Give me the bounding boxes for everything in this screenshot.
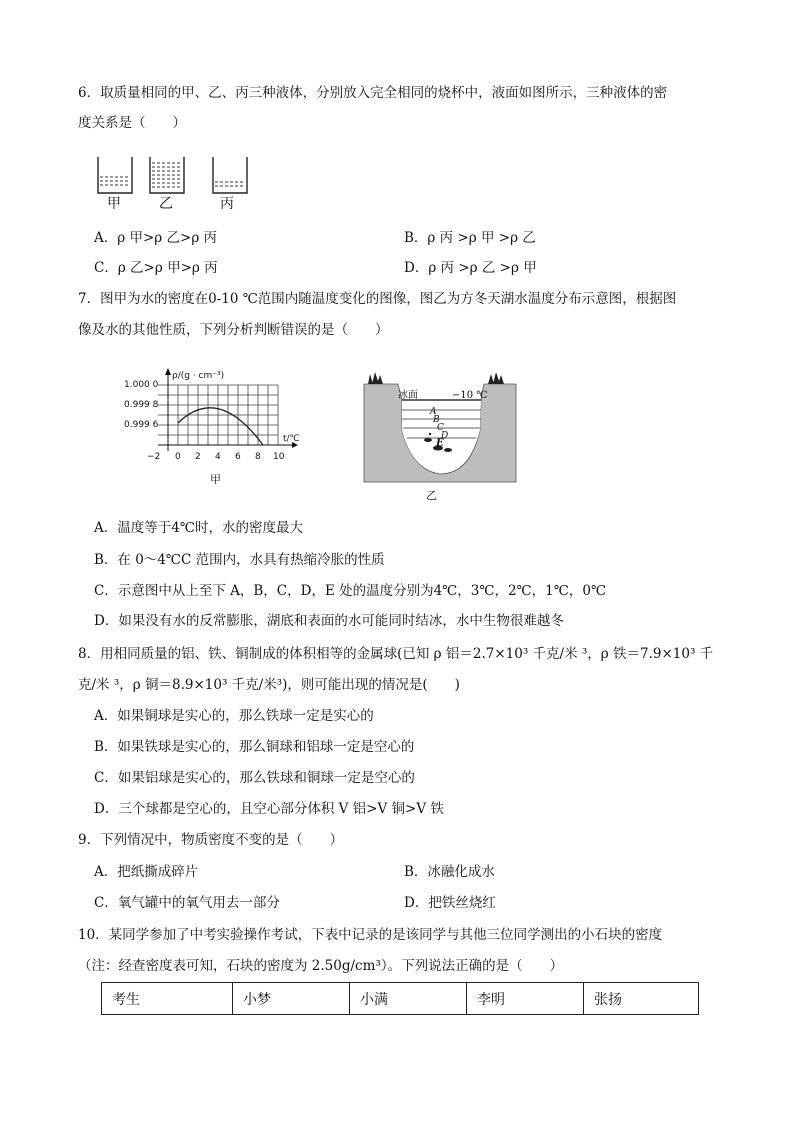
chart-xtick-6: 6 [235, 452, 241, 462]
lake-point-e: E [436, 438, 444, 449]
q7-option-c: C．示意图中从上至下 A，B，C，D，E 处的温度分别为4℃，3℃，2℃，1℃，0℃ [94, 583, 607, 599]
q9-option-b: B．冰融化成水 [404, 864, 495, 880]
chart-xlabel: t/℃ [283, 434, 300, 444]
chart-xtick-m2: −2 [147, 452, 161, 462]
chart-ytick-2: 0.999 8 [124, 400, 159, 410]
lake-point-d: D [441, 431, 449, 441]
q8-option-b: B．如果铁球是实心的，那么铜球和铝球一定是空心的 [94, 739, 415, 755]
q6-option-d: D．ρ 丙 >ρ 乙 >ρ 甲 [404, 260, 537, 276]
chart-ytick-1: 1.000 0 [124, 380, 159, 390]
chart-ytick-3: 0.999 6 [124, 420, 159, 430]
density-curve [178, 408, 263, 445]
q8-option-d: D．三个球都是空心的，且空心部分体积 V 铝>V 铜>V 铁 [94, 801, 444, 817]
q7-option-b: B．在 0～4℃C 范围内，水具有热缩冷胀的性质 [94, 552, 385, 568]
table-header-cell: 张扬 [584, 983, 699, 1015]
lake-point-a: A [430, 407, 437, 417]
q8-stem-line2: 克/米 ³，ρ 铜＝8.9×10³ 千克/米³)，则可能出现的情况是( ) [78, 677, 460, 693]
q7-stem-line2: 像及水的其他性质，下列分析判断错误的是（ ） [78, 322, 389, 338]
chart-ylabel: ρ/(g · cm⁻³) [172, 371, 225, 381]
tree-left-icon [368, 372, 383, 384]
q6-option-b: B．ρ 丙 >ρ 甲 >ρ 乙 [404, 230, 536, 246]
beaker-label-jia: 甲 [107, 196, 121, 212]
tree-right-icon [488, 372, 504, 384]
chart-caption: 甲 [210, 473, 221, 486]
table-header-cell: 李明 [467, 983, 584, 1015]
table-header-cell: 小梦 [233, 983, 350, 1015]
chart-xtick-4: 4 [215, 452, 221, 462]
beaker-bing [213, 157, 247, 193]
q8-option-c: C．如果铝球是实心的，那么铁球和铜球一定是空心的 [94, 770, 415, 786]
lake-point-b: B [433, 415, 440, 425]
chart-grid [158, 385, 278, 445]
q6-stem-line1: 6．取质量相同的甲、乙、丙三种液体，分别放入完全相同的烧杯中，液面如图所示，三种液体的密 [78, 85, 668, 101]
beaker-jia [98, 157, 132, 193]
table-header-cell: 考生 [102, 983, 233, 1015]
q9-option-d: D．把铁丝烧红 [404, 895, 496, 911]
q9-option-c: C．氧气罐中的氧气用去一部分 [94, 895, 280, 911]
q8-option-a: A．如果铜球是实心的，那么铁球一定是实心的 [94, 708, 374, 724]
q7-option-d: D．如果没有水的反常膨胀，湖底和表面的水可能同时结冰，水中生物很难越冬 [94, 613, 564, 629]
q10-stem-line1: 10．某同学参加了中考实验操作考试，下表中记录的是该同学与其他三位同学测出的小石块的密度 [78, 927, 663, 943]
beaker-label-bing: 丙 [220, 196, 234, 212]
lake-caption: 乙 [426, 489, 437, 502]
table-header-cell: 小满 [350, 983, 467, 1015]
q9-stem: 9．下列情况中，物质密度不变的是（ ） [78, 832, 344, 848]
lake-temp-label: −10 ℃ [452, 390, 488, 401]
q6-option-a: A．ρ 甲>ρ 乙>ρ 丙 [94, 230, 218, 246]
lake-ice-label: 冰面 [398, 390, 418, 401]
beaker-label-yi: 乙 [159, 196, 173, 212]
q10-density-table [101, 982, 699, 1015]
lake-point-c: C [437, 423, 444, 433]
beaker-yi [150, 157, 184, 193]
q7-option-a: A．温度等于4℃时，水的密度最大 [94, 520, 303, 536]
q10-stem-line2: （注：经查密度表可知，石块的密度为 2.50g/cm³）。下列说法正确的是（ ） [78, 958, 564, 974]
q8-stem-line1: 8．用相同质量的铝、铁、铜制成的体积相等的金属球(已知 ρ 铝＝2.7×10³ 千克/米 ³，ρ 铁＝7.9×10³ 千 [78, 646, 714, 662]
chart-xtick-0: 0 [175, 452, 181, 462]
q9-option-a: A．把纸撕成碎片 [94, 864, 199, 880]
table-header-row [102, 983, 699, 1015]
q6-stem-line2: 度关系是（ ） [78, 115, 186, 131]
chart-xtick-2: 2 [195, 452, 201, 462]
chart-xtick-10: 10 [273, 452, 285, 462]
chart-xtick-8: 8 [255, 452, 261, 462]
q6-option-c: C．ρ 乙>ρ 甲>ρ 丙 [94, 260, 218, 276]
q7-stem-line1: 7．图甲为水的密度在0-10 ℃范围内随温度变化的图像，图乙为方冬天湖水温度分布示意图，根据图 [78, 291, 677, 307]
